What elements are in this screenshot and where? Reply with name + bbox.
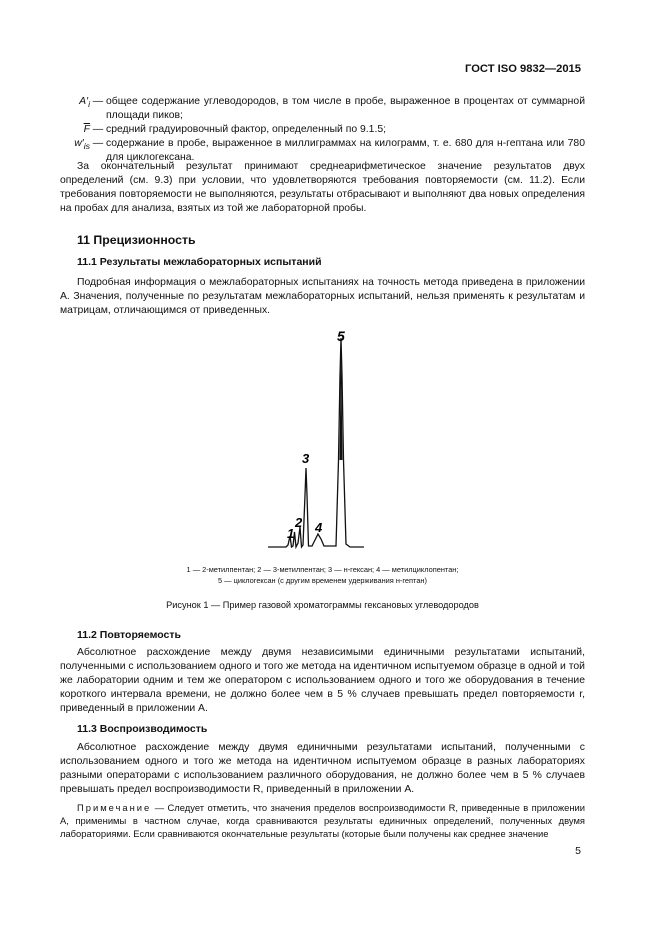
chromatogram-figure	[0, 320, 661, 560]
section-11-1-title: 11.1 Результаты межлабораторных испытаний	[77, 256, 322, 268]
variable-description: средний градуировочный фактор, определенный по 9.1.5;	[106, 124, 387, 135]
section-11-1-text: Подробная информация о межлабораторных испытаниях на точность метода приведена в приложении А. Значения, полученные по результатам межлабораторных испытаний, нельзя применять к результатам и матрицам, отличающимся от приведенных.	[60, 277, 585, 316]
variable-dash: —	[92, 96, 104, 107]
variable-symbol: $A'_i$	[79, 96, 90, 110]
variable-symbol: $\overline{F}$	[83, 124, 90, 135]
section-11-3-title: 11.3 Воспроизводимость	[77, 723, 208, 735]
peak-label-2: 2	[295, 515, 303, 530]
peak-label-3: 3	[302, 451, 310, 466]
peak-label-4: 4	[315, 520, 323, 535]
peak-label-1: 1	[287, 526, 295, 541]
chromatogram-trace	[268, 338, 364, 547]
variable-dash: —	[92, 138, 104, 149]
section-11-3-text: Абсолютное расхождение между двумя единичными результатами испытаний, полученными с использованием одного и того же метода на идентичном испытуемом образце в разных лабораториях разными операторами с использованием различного оборудования, не должно более чем в 5 % случаев превышать предел воспроизводимости R, приведенный в приложении А.	[60, 742, 585, 795]
figure-legend	[60, 564, 585, 586]
variable-symbol: $w'_{is}$	[74, 138, 90, 152]
note-dash: —	[154, 802, 165, 813]
section-11-2-title: 11.2 Повторяемость	[77, 629, 181, 641]
section-11-title: 11 Прецизионность	[77, 233, 196, 247]
section-11-2-text: Абсолютное расхождение между двумя независимыми единичными результатами испытаний, полученными с использованием одного и того же метода на идентичном испытуемом образце в одной и той же лаборатории одним и тем же оператором с использованием одного и того же оборудования в течение короткого интервала времени, не должно более чем в 5 % случаев превышать предел повторяемости r, приведенный в приложении А.	[60, 647, 585, 714]
figure-caption: Рисунок 1 — Пример газовой хроматограммы гексановых углеводородов	[166, 600, 479, 610]
standard-header: ГОСТ ISO 9832—2015	[465, 63, 581, 75]
note-text: Следует отметить, что значения пределов воспроизводимости R, приведенные в приложении А, применимы в частном случае, когда сравниваются результаты единичных определений, полученных двумя лабораториями. Если сравниваются окончательные результаты (которые были получены как среднее значение	[60, 802, 586, 839]
note-label: Примечание	[77, 802, 152, 813]
variable-description: общее содержание углеводородов, в том числе в пробе, выраженное в процентах от суммарной площади пиков;	[106, 96, 585, 121]
final-result-paragraph: За окончательный результат принимают среднеарифметическое значение результатов двух определений (см. 9.3) при условии, что удовлетворяются требования повторяемости (см. 11.2). Если требования повторяемости не выполняются, результаты отбрасывают и выполняют два новых определения на пробах для анализа, взятых из той же лабораторной пробы.	[60, 161, 585, 214]
note-paragraph	[60, 801, 585, 840]
variable-dash: —	[92, 124, 104, 135]
variable-description: содержание в пробе, выраженное в миллиграммах на килограмм, т. е. 680 для н-гептана или 780 для циклогексана.	[106, 138, 585, 163]
page-number: 5	[575, 845, 581, 857]
peak-label-5: 5	[337, 328, 345, 344]
legend-line: 5 — циклогексан (с другим временем удерживания н-гептан)	[218, 576, 427, 585]
legend-line: 1 — 2-метилпентан; 2 — 3-метилпентан; 3 — н-гексан; 4 — метилциклопентан;	[186, 565, 459, 574]
